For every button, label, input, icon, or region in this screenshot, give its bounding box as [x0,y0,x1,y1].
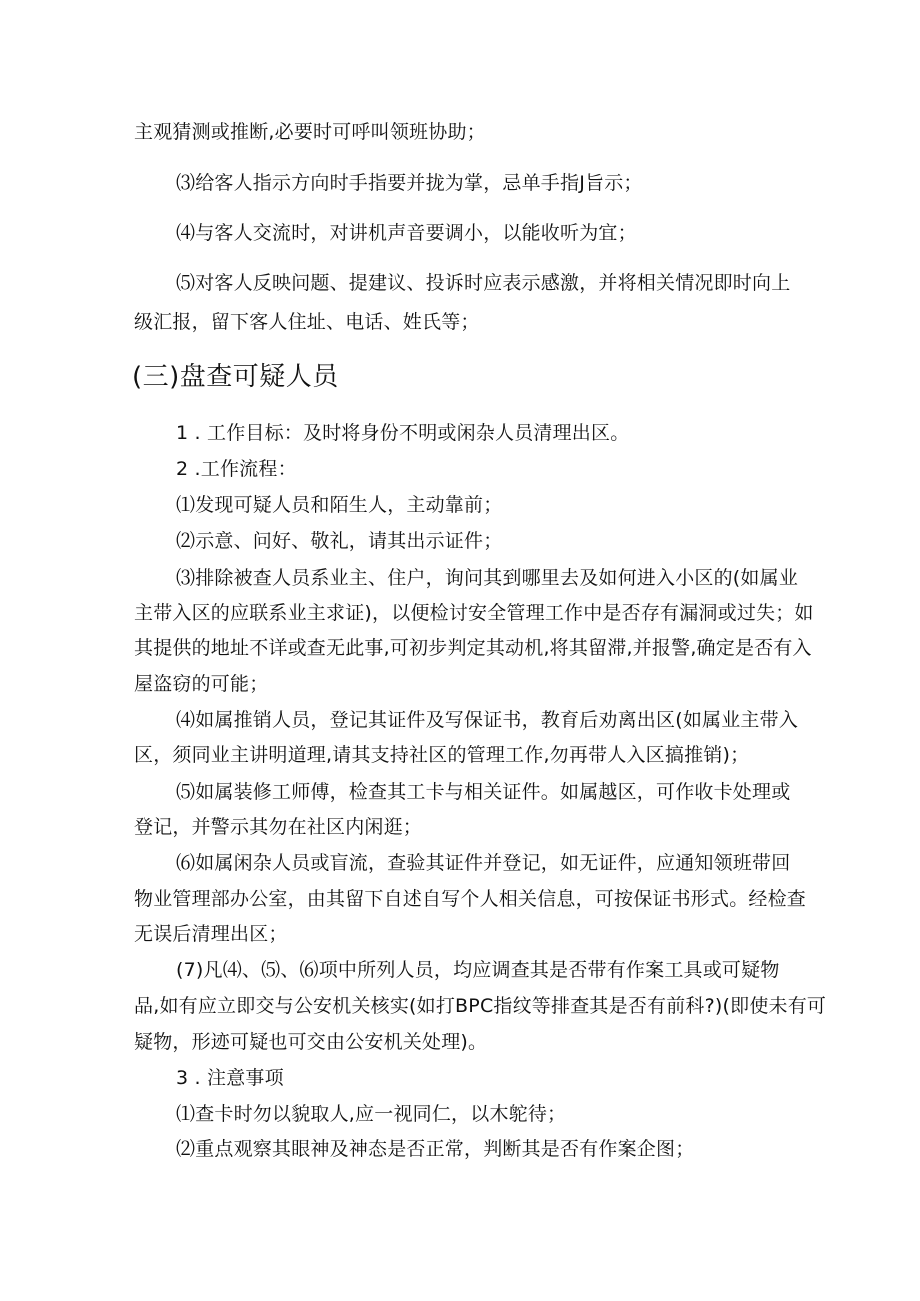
text-line-body-0: 1 . 工作目标：及时将身份不明或闲杂人员清理出区。 [176,422,630,444]
text-line-top-2: ⑷与客人交流时，对讲机声音要调小，以能收听为宜； [176,222,637,244]
text-line-body-16: 品,如有应立即交与公安机关核实(如打BPC指纹等排查其是否有前科?)(即使未有可 [134,995,827,1017]
text-line-body-18: 3 . 注意事项 [176,1067,284,1089]
text-line-body-10: ⑸如属装修工师傅，检查其工卡与相关证件。如属越区，可作收卡处理或 [176,781,791,803]
text-line-body-9: 区，须同业主讲明道理,请其支持社区的管理工作,勿再带人入区搞推销)； [134,744,750,766]
text-line-body-17: 疑物，形迹可疑也可交由公安机关处理)。 [134,1031,488,1053]
text-line-body-1: 2 .工作流程： [176,458,297,480]
text-line-body-4: ⑶排除被查人员系业主、住户，询问其到哪里去及如何进入小区的(如属业 [176,567,799,589]
text-line-body-11: 登记，并警示其勿在社区内闲逛； [134,816,423,838]
text-line-body-13: 物业管理部办公室，由其留下自述自写个人相关信息，可按保证书形式。经检查 [134,888,807,910]
section-heading: (三)盘查可疑人员 [132,362,339,392]
text-line-top-4: 级汇报，留下客人住址、电话、姓氏等； [134,311,480,333]
text-line-body-20: ⑵重点观察其眼神及神态是否正常，判断其是否有作案企图； [176,1138,695,1160]
text-line-body-12: ⑹如属闲杂人员或盲流，查验其证件并登记，如无证件，应通知领班带回 [176,852,791,874]
text-line-body-3: ⑵示意、问好、敬礼，请其出示证件； [176,530,503,552]
text-line-top-3: ⑸对客人反映问题、提建议、投诉时应表示感激，并将相关情况即时向上 [176,272,791,294]
text-line-body-14: 无误后清理出区； [134,923,288,945]
text-line-top-0: 主观猜测或推断,必要时可呼叫领班协助； [134,121,486,143]
text-line-body-8: ⑷如属推销人员，登记其证件及写保证书，教育后劝离出区(如属业主带入 [176,709,799,731]
text-line-body-15: (7)凡⑷、⑸、⑹项中所列人员，均应调查其是否带有作案工具或可疑物 [176,959,780,981]
text-line-body-6: 其提供的地址不详或查无此事,可初步判定其动机,将其留滞,并报警,确定是否有入 [134,637,812,659]
text-line-body-7: 屋盗窃的可能； [134,673,269,695]
text-line-body-2: ⑴发现可疑人员和陌生人，主动靠前； [176,494,503,516]
text-line-body-5: 主带入区的应联系业主求证)，以便检讨安全管理工作中是否存有漏洞或过失；如 [134,602,814,624]
text-line-body-19: ⑴查卡时勿以貌取人,应一视同仁，以木鸵待； [176,1103,567,1125]
text-line-top-1: ⑶给客人指示方向时手指要并拢为掌，忌单手指J旨示； [176,172,643,194]
